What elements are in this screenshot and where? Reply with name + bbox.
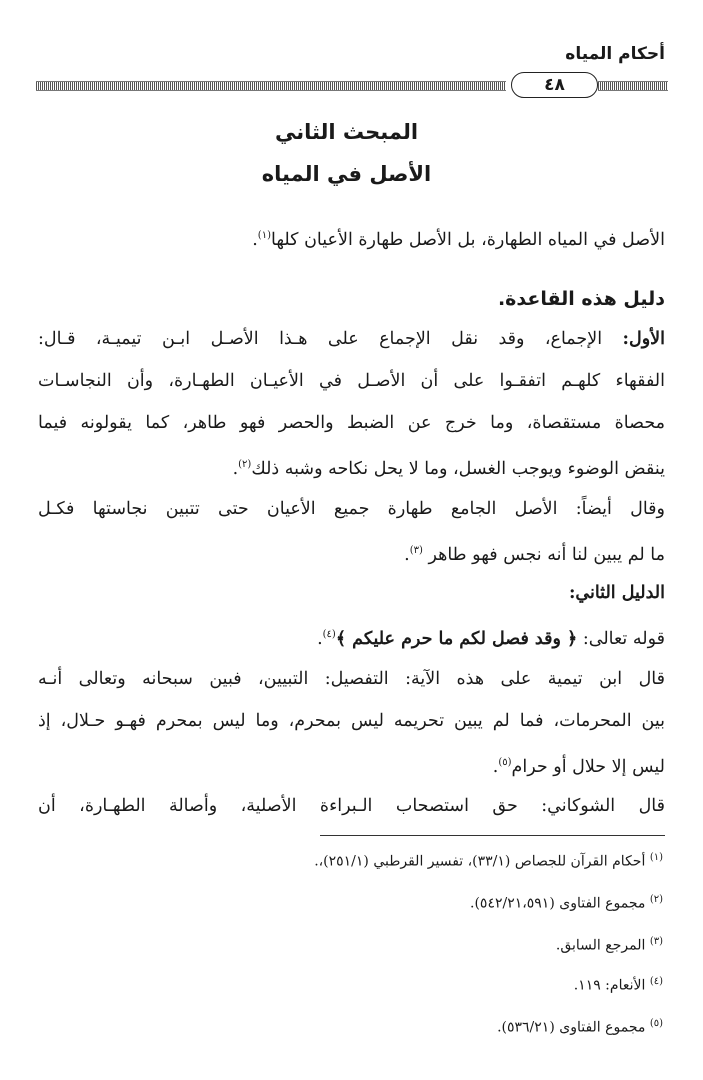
footnote-ref-4: (٤) xyxy=(322,629,336,640)
page-number: ٤٨ xyxy=(511,72,598,98)
footnote-ref-1: (١) xyxy=(257,230,271,241)
ibn-line-3-text: ليس إلا حلال أو حرام xyxy=(511,756,665,777)
evidence-heading: دليل هذه القاعدة. xyxy=(497,288,665,310)
footnote-5-text: مجموع الفتاوى (٥٣٦/٢١). xyxy=(497,1019,646,1036)
also-line-1: وقال أيضاً: الأصل الجامع طهارة جميع الأعيان حتى تتبين نجاستها فكـل xyxy=(38,499,665,519)
section-heading: المبحث الثاني xyxy=(274,120,419,144)
first-line-1-text: الإجماع، وقد نقل الإجماع على هـذا الأصـل ابـن تيميـة، قـال: xyxy=(38,329,603,349)
running-title: أحكام المياه xyxy=(565,44,665,64)
header-rule-left xyxy=(36,81,506,91)
ibn-taymiyyah-line-2: بين المحرمات، فما لم يبين تحريمه ليس بمحرم، وما ليس بمحرم فهـو حـلال، إذ xyxy=(38,711,665,731)
footnote-2 xyxy=(470,890,663,914)
first-label: الأول: xyxy=(622,329,665,349)
verse-line: قوله تعالى: ﴿ وقد فصل لكم ما حرم عليكم ﴾$^{(٤)}$. xyxy=(317,628,665,649)
footnote-2-number: (٢) xyxy=(649,894,663,905)
footnote-5-number: (٥) xyxy=(649,1018,663,1029)
also-line-2: ما لم يبين لنا أنه نجس فهو طاهر $^{(٣)}$. xyxy=(404,544,665,565)
footnote-1-text: أحكام القرآن للجصاص (٣٣/١)، تفسير القرطبي (٢٥١/١)،. xyxy=(314,853,646,870)
verse-intro: قوله تعالى: xyxy=(582,628,665,649)
footnote-5 xyxy=(497,1014,663,1038)
first-line-4-text: ينقض الوضوء ويوجب الغسل، وما لا يحل نكاحه وشبه ذلك xyxy=(251,458,665,479)
section-title: الأصل في المياه xyxy=(261,162,432,186)
also-line-2-text: ما لم يبين لنا أنه نجس فهو طاهر xyxy=(428,544,665,565)
footnote-1 xyxy=(314,848,663,872)
ibn-taymiyyah-line-1: قال ابن تيمية على هذه الآية: التفصيل: التبيين، فبين سبحانه وتعالى أنـه xyxy=(38,669,665,689)
intro-text: الأصل في المياه الطهارة، بل الأصل طهارة الأعيان كلها xyxy=(270,229,665,250)
footnote-2-text: مجموع الفتاوى (٥٤٢/٢١،٥٩١). xyxy=(470,895,646,912)
first-evidence-line-4: ينقض الوضوء ويوجب الغسل، وما لا يحل نكاحه وشبه ذلك$^{(٢)}$. xyxy=(232,458,665,479)
footnote-ref-5: (٥) xyxy=(498,757,512,768)
header-rule-right xyxy=(598,81,668,91)
footnote-ref-2: (٢) xyxy=(238,459,252,470)
shawkani-line: قال الشوكاني: حق استصحاب الـبراءة الأصلية، وأصالة الطهـارة، أن xyxy=(38,796,665,816)
footnote-3-number: (٣) xyxy=(649,936,663,947)
second-evidence-heading: الدليل الثاني: xyxy=(568,583,665,603)
first-evidence-line-1 xyxy=(38,327,665,351)
quran-verse: ﴿ وقد فصل لكم ما حرم عليكم ﴾ xyxy=(335,628,578,649)
footnote-3 xyxy=(556,932,663,956)
intro-paragraph: الأصل في المياه الطهارة، بل الأصل طهارة الأعيان كلها$^{(١)}$. xyxy=(252,229,665,250)
first-evidence-line-3: محصاة مستقصاة، وما خرج عن الضبط والحصر فهو طاهر، كما يقولونه فيما xyxy=(38,413,665,433)
header-rule xyxy=(36,72,668,98)
footnote-4 xyxy=(574,972,663,996)
footnote-4-text: الأنعام: ١١٩. xyxy=(573,977,646,994)
ibn-taymiyyah-line-3: ليس إلا حلال أو حرام$^{(٥)}$. xyxy=(492,756,665,777)
footnote-3-text: المرجع السابق. xyxy=(555,937,646,954)
footnote-4-number: (٤) xyxy=(649,976,663,987)
footnote-ref-3: (٣) xyxy=(409,545,423,556)
footnote-1-number: (١) xyxy=(649,852,663,863)
footnote-divider xyxy=(320,835,665,836)
first-evidence-line-2: الفقهاء كلهـم اتفقـوا على أن الأصـل في الأعيـان الطهـارة، وأن النجاسـات xyxy=(38,371,665,391)
